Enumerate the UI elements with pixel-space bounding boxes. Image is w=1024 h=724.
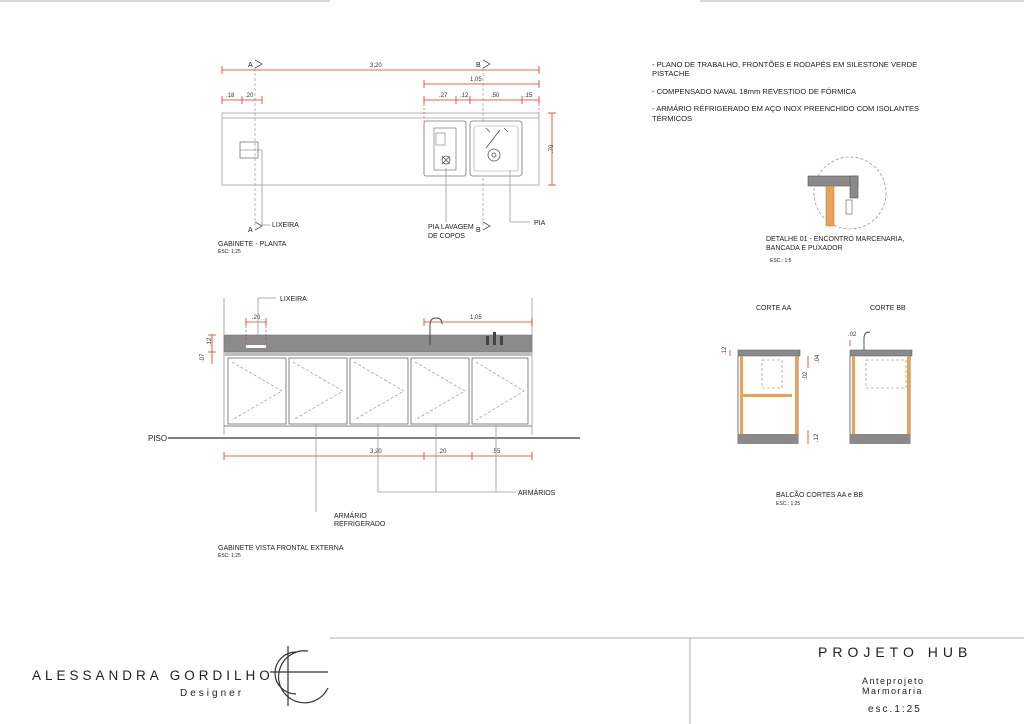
detail-plywood [826,186,834,226]
designer-logo [270,646,328,706]
elev-dim-door1: .20 [438,449,447,455]
plan-label-pia: PIA [534,220,546,227]
plan-label-lixeira: LIXEIRA [272,222,299,229]
note-1: - PLANO DE TRABALHO, FRONTÕES E RODAPÉS EM SILESTONE VERDE PISTACHE [652,60,918,79]
plan-label-pia-lavagem-1: PIA LAVAGEM [428,224,474,231]
elevation-scale: ESC: 1:25 [218,553,241,559]
door-2 [289,358,347,424]
detail-title-1: DETALHE 01 - ENCONTRO MARCENARIA, [766,236,905,243]
project-name: PROJETO HUB [818,644,973,660]
plan-dim-c: .27 [439,93,448,99]
elevation-lixeira-slot [246,345,266,348]
elev-dim-h: .07 [200,353,206,362]
door-1 [228,358,286,424]
cut-aa-label: CORTE AA [756,305,792,312]
project-scale: esc.1:25 [868,704,922,715]
detail-title-2: BANCADA E PUXADOR [766,245,843,252]
cut-bb-faucet-icon [864,332,870,350]
plan-label-pia-lavagem-2: DE COPOS [428,233,465,240]
elev-dim-door2: .55 [492,449,501,455]
section-a-label-bottom: A [248,227,253,234]
note-2: - COMPENSADO NAVAL 18mm REVESTIDO DE FÓRMICA [652,86,857,96]
plan-dim-total: 3,20 [370,63,382,69]
detail-scale: ESC.: 1:5 [770,258,792,264]
elevation-countertop [224,335,532,352]
designer-role: Designer [180,688,245,699]
section-b-label-top: B [476,62,481,69]
cuts-title: BALCÃO CORTES AA e BB [776,492,864,499]
plan-dim-sink-group: 1,05 [470,77,482,83]
leader-armarios [378,424,516,492]
front-elevation [148,296,580,559]
section-a-arrow-bottom [255,222,262,230]
elev-dim-lixeira: .20 [252,315,261,321]
plan-scale: ESC: 1:25 [218,249,241,255]
elev-dim-sink: 1,05 [470,315,482,321]
cut-dim-12a: .12 [722,346,728,355]
plan-dim-d: .12 [460,93,469,99]
door-3 [350,358,408,424]
elev-dim-total: 3,20 [370,449,382,455]
plan-dim-f: .15 [524,93,533,99]
designer-name: ALESSANDRA GORDILHO [32,668,274,683]
section-b-arrow-bottom [483,222,490,230]
section-a-arrow-top [255,60,262,68]
plan-dim-a: .18 [226,93,235,99]
section-b-arrow-top [483,60,490,68]
section-cuts [722,305,912,507]
door-4 [411,358,469,424]
material-notes [652,60,942,131]
section-b-label-bottom: B [476,227,481,234]
plan-dim-e: .50 [491,93,500,99]
project-subject: Marmoraria [862,686,924,696]
elev-label-armario-ref-1: ARMÁRIO [334,513,367,520]
detail-handle [846,200,852,214]
elev-leader-lixeira [258,298,276,335]
cut-bb-label: CORTE BB [870,305,906,312]
elev-label-armarios: ARMÁRIOS [518,490,556,497]
detail-01 [766,157,904,264]
cut-dim-12b: .12 [814,433,820,442]
elev-dim-top: .12 [207,337,213,346]
section-a-label-top: A [248,62,253,69]
note-3: - ARMÁRIO REFRIGERADO EM AÇO INOX PREENCHIDO COM ISOLANTES TÉRMICOS [652,104,920,123]
plan-view [218,60,556,255]
floor-label: PISO [148,434,168,443]
cut-dim-02b: .02 [848,332,857,338]
cut-dim-04: .04 [815,354,821,363]
door-5 [472,358,528,424]
elev-label-armario-ref-2: REFRIGERADO [334,521,386,528]
cuts-scale: ESC.: 1:25 [776,501,801,507]
elevation-title: GABINETE VISTA FRONTAL EXTERNA [218,545,344,552]
plan-dim-depth: .70 [549,144,555,153]
elev-label-lixeira: LIXEIRA [280,296,307,303]
plan-dim-b: .20 [245,93,254,99]
elevation-doors [228,358,528,424]
project-phase: Anteprojeto [862,676,925,686]
cut-dim-02a: .02 [803,371,809,380]
plan-title: GABINETE - PLANTA [218,241,287,248]
